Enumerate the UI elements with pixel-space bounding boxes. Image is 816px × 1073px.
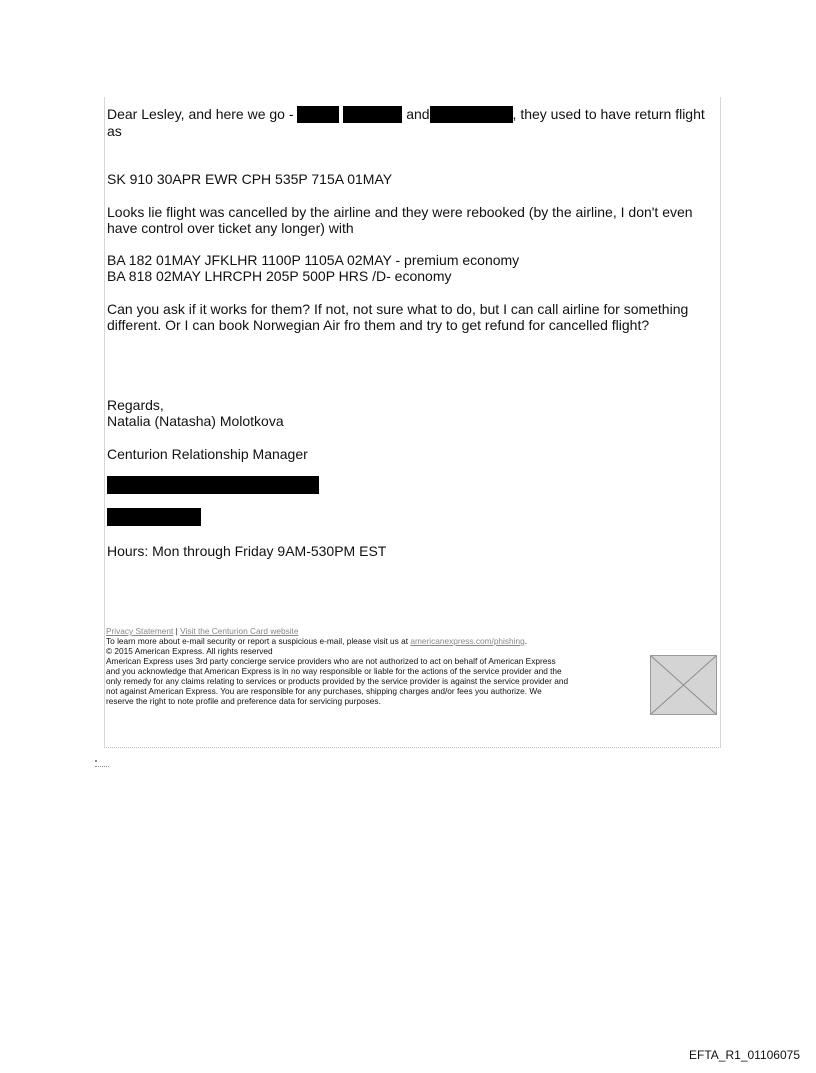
original-flight: SK 910 30APR EWR CPH 535P 715A 01MAY: [107, 171, 393, 187]
redaction-box: [297, 106, 339, 123]
copyright: © 2015 American Express. All rights reserved: [106, 646, 273, 656]
greeting-and: and: [406, 106, 430, 122]
disclaimer-line-5: reserve the right to note profile and preference data for servicing purposes.: [106, 696, 381, 706]
security-notice: To learn more about e-mail security or report a suspicious e-mail, please visit us at americanexpress.com/phishing.: [106, 636, 528, 646]
dotted-mark: [95, 760, 109, 767]
phishing-link[interactable]: americanexpress.com/phishing: [410, 636, 525, 646]
disclaimer-line-1: American Express uses 3rd party concierge service providers who are not authorized to act on behalf of American Express: [106, 656, 556, 666]
new-flight-1: BA 182 01MAY JFKLHR 1100P 1105A 02MAY - premium economy: [107, 252, 520, 268]
sender-name: Natalia (Natasha) Molotkova: [107, 413, 284, 429]
new-flight-2: BA 818 02MAY LHRCPH 205P 500P HRS /D- economy: [107, 268, 452, 284]
greeting-lead: Dear Lesley, and here we go -: [107, 106, 294, 122]
security-text: To learn more about e-mail security or report a suspicious e-mail, please visit us at: [106, 636, 409, 646]
greeting-line: [107, 106, 705, 123]
greeting-line-2: as: [107, 123, 122, 139]
link-separator: |: [175, 626, 178, 636]
disclaimer-line-4: not against American Express. You are responsible for any purchases, shipping charges and/or fees you authorize. We: [106, 686, 542, 696]
question-line-2: different. Or I can book Norwegian Air fro them and try to get refund for cancelled flight?: [107, 317, 650, 333]
disclaimer-line-2: and you acknowledge that American Express is in no way responsible or liable for the actions of the service provider and the: [106, 666, 562, 676]
redaction-box: [430, 106, 513, 123]
privacy-statement-link[interactable]: Privacy Statement: [106, 626, 174, 636]
redaction-box: [107, 508, 201, 526]
centurion-website-link[interactable]: Visit the Centurion Card website: [180, 626, 299, 636]
office-hours: Hours: Mon through Friday 9AM-530PM EST: [107, 543, 387, 559]
cancel-line-2: have control over ticket any longer) with: [107, 220, 354, 236]
disclaimer-line-3: only remedy for any claims relating to services or products provided by the service provider is against the service provider and: [106, 676, 569, 686]
greeting-tail: , they used to have return flight: [512, 106, 705, 122]
regards: Regards,: [107, 397, 164, 413]
redaction-box: [107, 476, 319, 494]
question-line-1: Can you ask if it works for them? If not, not sure what to do, but I can call airline for something: [107, 301, 689, 317]
document-id: EFTA_R1_01106075: [689, 1048, 800, 1062]
footer-links: [106, 627, 298, 636]
cancel-line-1: Looks lie flight was cancelled by the airline and they were rebooked (by the airline, I don't even: [107, 204, 693, 220]
redaction-box: [343, 106, 402, 123]
sender-title: Centurion Relationship Manager: [107, 446, 308, 462]
broken-image-icon: [650, 655, 717, 715]
